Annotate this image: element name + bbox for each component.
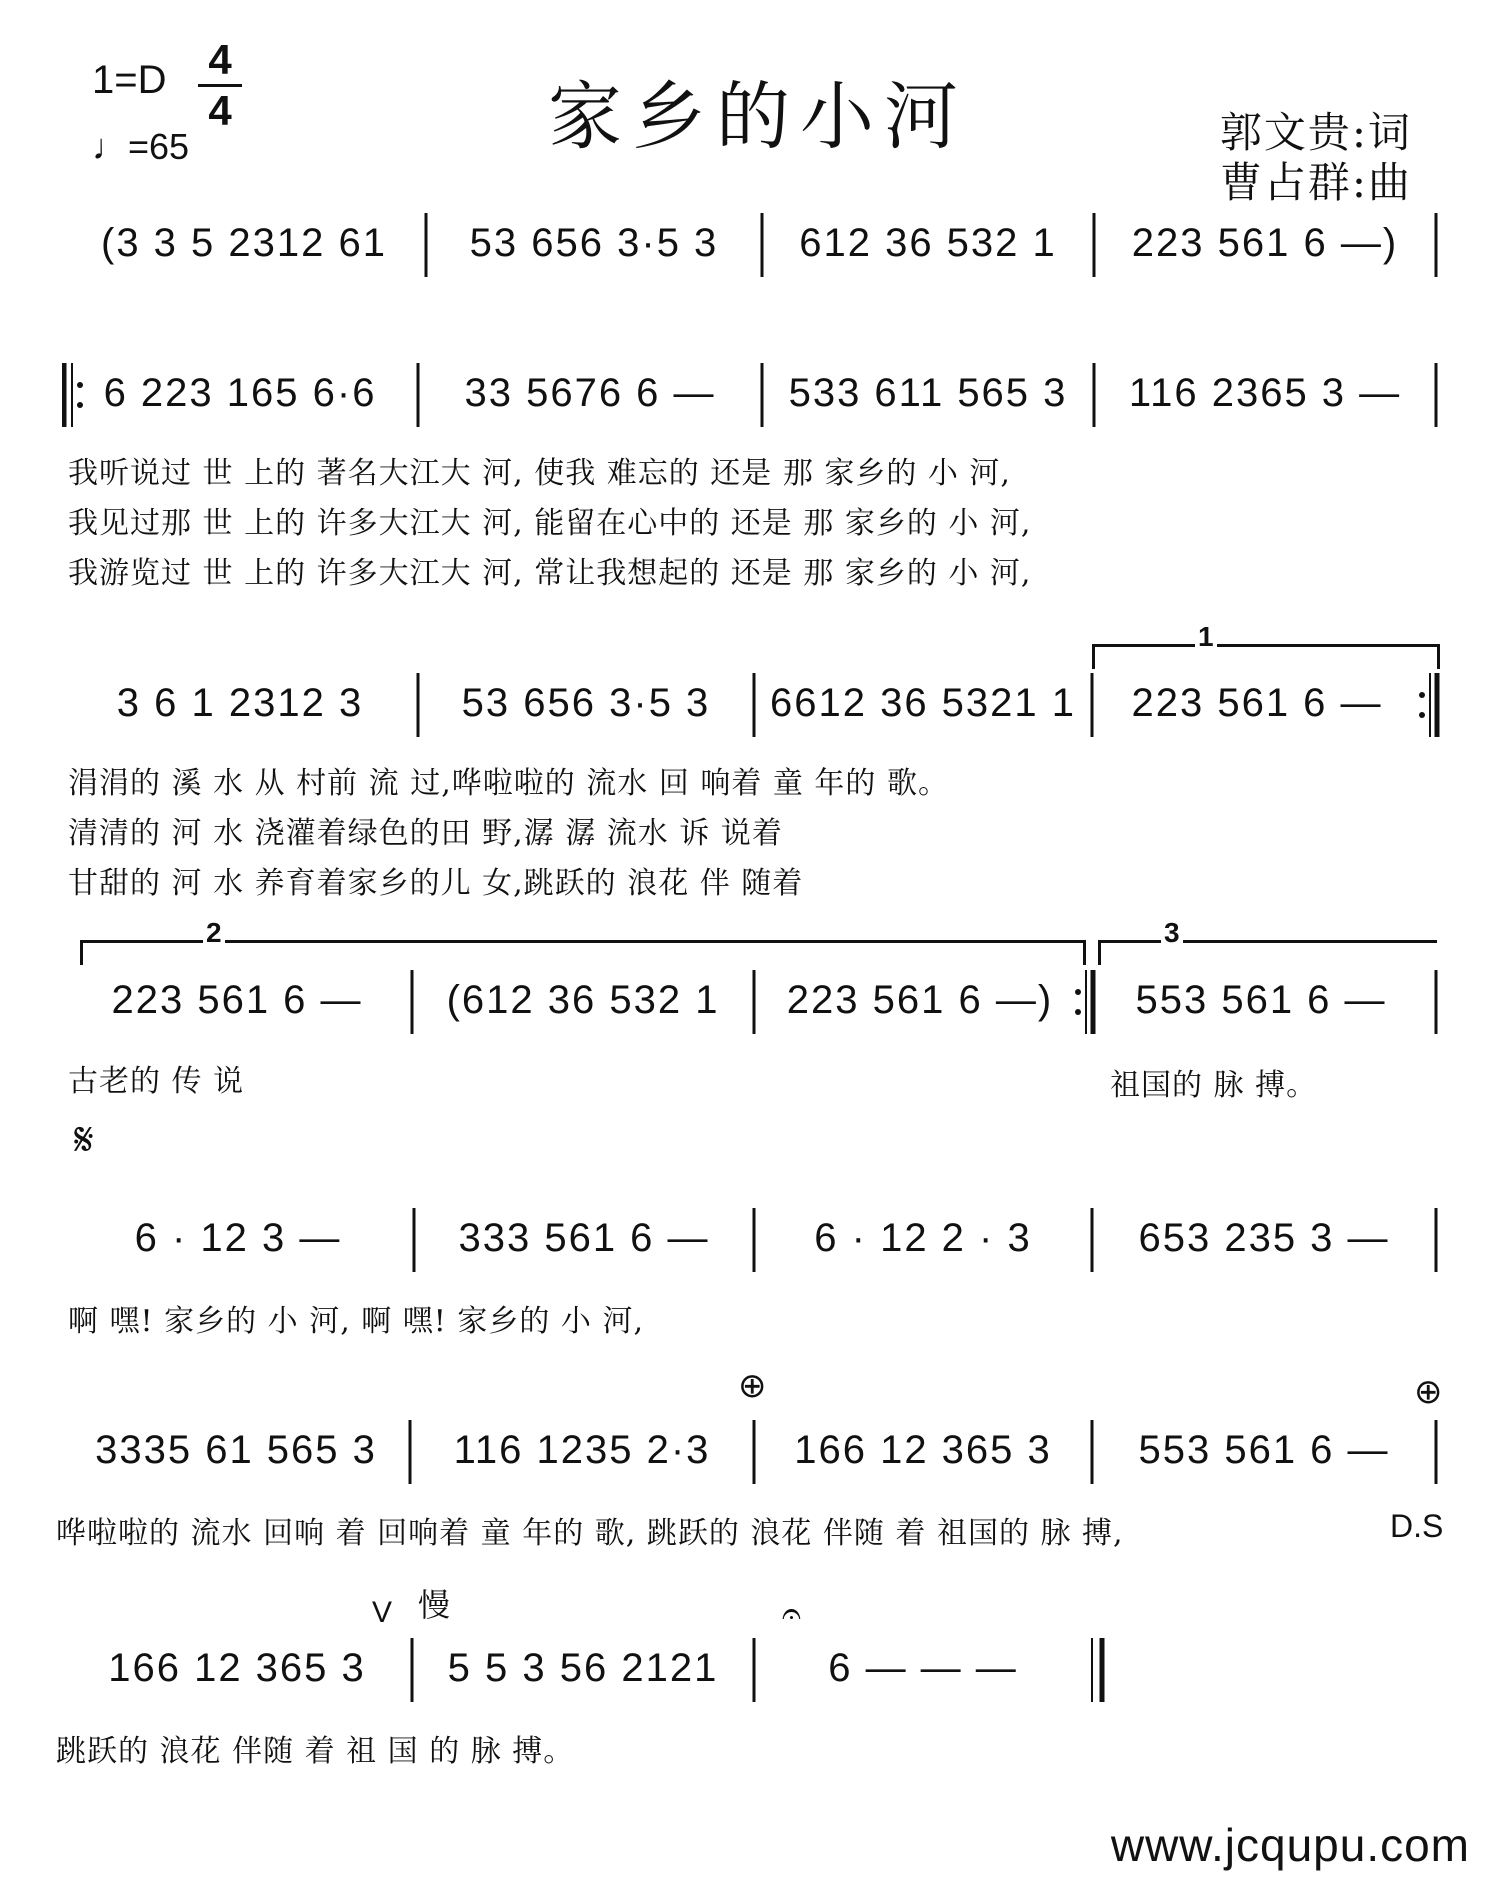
measure: 553 561 6 — xyxy=(1135,978,1387,1022)
lyric-line: 古老的 传 说 xyxy=(68,1064,245,1099)
measure: 6 · 12 3 — xyxy=(134,1216,342,1260)
lyric-verse-2: 我见过那 世 上的 许多大江大 河, 能留在心中的 还是 那 家乡的 小 河, xyxy=(68,506,1032,541)
coda-sign: ⊕ xyxy=(1414,1372,1443,1412)
lyric-line: 啊 嘿! 家乡的 小 河, 啊 嘿! 家乡的 小 河, xyxy=(68,1304,645,1339)
lyricist-credit: 郭文贵:词 xyxy=(1219,108,1412,157)
fermata-mark: 𝄐 xyxy=(782,1594,801,1634)
staff-row-4 xyxy=(62,962,1440,1042)
measure: 223 561 6 —) xyxy=(786,978,1054,1022)
composer-credit: 曹占群:曲 xyxy=(1219,158,1412,207)
coda-sign: ⊕ xyxy=(738,1366,767,1406)
staff-row-3 xyxy=(62,665,1440,745)
measure: 333 561 6 — xyxy=(458,1216,710,1260)
watermark: www.jcqupu.com xyxy=(1110,1819,1470,1871)
volta-number: 2 xyxy=(203,917,225,949)
measure: 223 561 6 — xyxy=(111,978,363,1022)
lyric-line: 祖国的 脉 搏。 xyxy=(1110,1068,1318,1103)
time-numerator: 4 xyxy=(208,36,232,83)
dal-segno-mark: D.S xyxy=(1390,1508,1444,1544)
measure: 166 12 365 3 xyxy=(794,1428,1052,1472)
measure: (3 3 5 2312 61 xyxy=(101,221,387,265)
measure: 5 5 3 56 2121 xyxy=(447,1646,719,1690)
measure: 116 2365 3 — xyxy=(1128,371,1402,415)
lyric-verse-3: 甘甜的 河 水 养育着家乡的儿 女,跳跃的 浪花 伴 随着 xyxy=(68,866,804,901)
measure: 6 — — — xyxy=(828,1646,1018,1690)
measure: 223 561 6 —) xyxy=(1131,221,1399,265)
measure: 53 656 3·5 3 xyxy=(469,221,719,265)
lyric-verse-2: 清清的 河 水 浇灌着绿色的田 野,潺 潺 流水 诉 说着 xyxy=(68,816,783,851)
key-signature: 1=D xyxy=(92,58,167,102)
staff-row-6 xyxy=(62,1412,1440,1492)
measure: 6 · 12 2 · 3 xyxy=(814,1216,1032,1260)
time-signature xyxy=(198,38,242,133)
lyric-line: 哗啦啦的 流水 回响 着 回响着 童 年的 歌, 跳跃的 浪花 伴随 着 祖国的 脉 搏, xyxy=(56,1516,1124,1551)
measure: 6 223 165 6·6 xyxy=(103,371,377,415)
volta-number: 1 xyxy=(1195,621,1217,653)
tempo-slow-mark: 慢 xyxy=(418,1586,451,1624)
measure: 533 611 565 3 xyxy=(788,371,1068,415)
measure: 223 561 6 — xyxy=(1131,681,1383,725)
measure: 166 12 365 3 xyxy=(108,1646,366,1690)
staff-row-5 xyxy=(62,1200,1440,1280)
staff-row-7 xyxy=(62,1630,1440,1710)
lyric-verse-3: 我游览过 世 上的 许多大江大 河, 常让我想起的 还是 那 家乡的 小 河, xyxy=(68,556,1032,591)
measure: 653 235 3 — xyxy=(1138,1216,1390,1260)
breath-mark: V xyxy=(372,1596,393,1629)
segno-sign: 𝄋 xyxy=(74,1112,94,1166)
measure: 3 6 1 2312 3 xyxy=(116,681,364,725)
measure: 33 5676 6 — xyxy=(464,371,716,415)
tempo-mark: ♩=65 xyxy=(92,126,190,167)
page-title: 家乡的小河 xyxy=(548,74,968,160)
measure: (612 36 532 1 xyxy=(446,978,720,1022)
volta-number: 3 xyxy=(1161,917,1183,949)
lyric-verse-1: 涓涓的 溪 水 从 村前 流 过,哗啦啦的 流水 回 响着 童 年的 歌。 xyxy=(68,766,949,801)
measure: 116 1235 2·3 xyxy=(453,1428,711,1472)
staff-row-1 xyxy=(62,205,1440,285)
staff-row-2 xyxy=(62,355,1440,435)
measure: 53 656 3·5 3 xyxy=(461,681,711,725)
lyric-verse-1: 我听说过 世 上的 著名大江大 河, 使我 难忘的 还是 那 家乡的 小 河, xyxy=(68,456,1011,491)
measure: 612 36 532 1 xyxy=(799,221,1057,265)
measure: 6612 36 5321 1 xyxy=(769,681,1077,725)
lyric-line: 跳跃的 浪花 伴随 着 祖 国 的 脉 搏。 xyxy=(56,1734,575,1769)
time-denominator: 4 xyxy=(208,87,232,134)
measure: 553 561 6 — xyxy=(1138,1428,1390,1472)
measure: 3335 61 565 3 xyxy=(95,1428,377,1472)
